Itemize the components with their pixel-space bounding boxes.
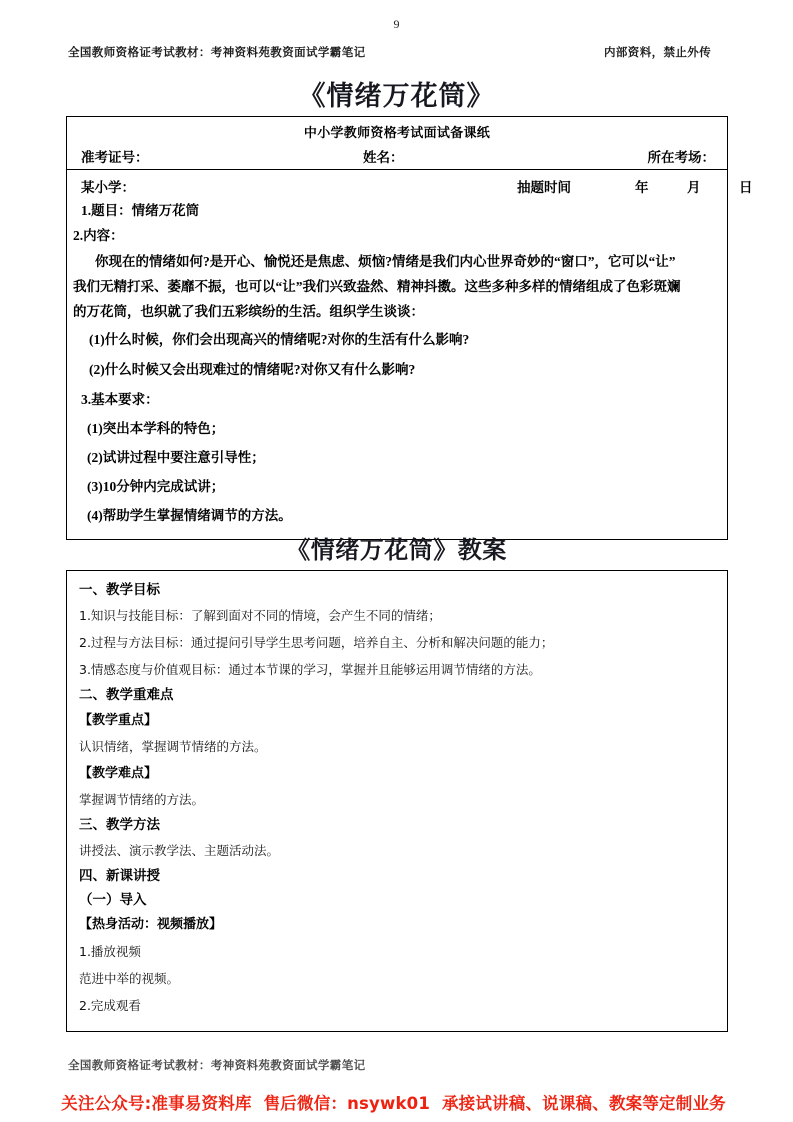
advertisement-banner bbox=[0, 1090, 793, 1114]
requirement-item-1: (1)突出本学科的特色； bbox=[87, 421, 225, 436]
draw-time-month: 月 bbox=[687, 180, 701, 195]
exam-room-label: 所在考场： bbox=[647, 150, 715, 165]
key-point-label: 【教学重点】 bbox=[79, 712, 158, 727]
prep-sheet-field-row bbox=[67, 144, 727, 170]
prep-sheet-body bbox=[67, 170, 753, 539]
step-play-video-detail: 范进中举的视频。 bbox=[79, 971, 180, 986]
requirement-item-4: (4)帮助学生掌握情绪调节的方法。 bbox=[87, 508, 292, 523]
key-point-text: 认识情绪，掌握调节情绪的方法。 bbox=[79, 739, 267, 754]
draw-time-year: 年 bbox=[635, 180, 649, 195]
step-play-video: 1.播放视频 bbox=[79, 944, 141, 959]
content-paragraph bbox=[67, 248, 727, 325]
school-label: 某小学： bbox=[81, 180, 135, 195]
content-paragraph-line-3: 的万花筒，也织就了我们五彩缤纷的生活。组织学生谈谈： bbox=[73, 304, 424, 319]
ad-segment-public-account: 关注公众号:准事易资料库 bbox=[61, 1094, 252, 1113]
content-paragraph-line-2: 我们无精打采、萎靡不振，也可以“让”我们兴致盎然、精神抖擞。这些多种多样的情绪组成了色彩斑斓 bbox=[73, 279, 681, 294]
difficult-point-label: 【教学难点】 bbox=[79, 765, 158, 780]
requirement-item-2: (2)试讲过程中要注意引导性； bbox=[87, 450, 265, 465]
objective-item-1: 1.知识与技能目标：了解到面对不同的情境，会产生不同的情绪； bbox=[79, 608, 441, 623]
header-left-text: 全国教师资格证考试教材：考神资料苑教资面试学霸笔记 bbox=[68, 47, 366, 59]
content-label: 2.内容： bbox=[73, 228, 124, 243]
lesson-plan-title: 《情绪万花筒》教案 bbox=[286, 538, 507, 564]
subsection-introduction: （一）导入 bbox=[79, 892, 147, 907]
topic-line: 1.题目：情绪万花筒 bbox=[81, 203, 200, 218]
candidate-name-label: 姓名： bbox=[363, 150, 404, 165]
section-heading-objectives: 一、教学目标 bbox=[79, 582, 160, 597]
objective-item-2: 2.过程与方法目标：通过提问引导学生思考问题，培养自主、分析和解决问题的能力； bbox=[79, 635, 554, 650]
prep-sheet-heading: 中小学教师资格考试面试备课纸 bbox=[303, 125, 491, 140]
section-heading-key-difficult: 二、教学重难点 bbox=[79, 687, 174, 702]
step-finish-watching: 2.完成观看 bbox=[79, 998, 141, 1013]
lesson-plan-table bbox=[66, 570, 728, 1032]
section-heading-methods: 三、教学方法 bbox=[79, 817, 160, 832]
warmup-activity-label: 【热身活动：视频播放】 bbox=[79, 917, 223, 932]
page-number: 9 bbox=[393, 17, 400, 31]
requirements-label: 3.基本要求： bbox=[81, 392, 159, 407]
objective-item-3: 3.情感态度与价值观目标：通过本节课的学习，掌握并且能够运用调节情绪的方法。 bbox=[79, 662, 541, 677]
prep-sheet-table bbox=[66, 116, 753, 540]
running-header bbox=[0, 44, 793, 62]
header-right-text: 内部资料，禁止外传 bbox=[604, 47, 712, 59]
section-heading-new-lesson: 四、新课讲授 bbox=[79, 868, 160, 883]
draw-time-label: 抽题时间 bbox=[517, 180, 571, 195]
school-and-time-row bbox=[67, 176, 753, 198]
page-title: 《情绪万花筒》 bbox=[298, 81, 495, 111]
discussion-question-1: (1)什么时候，你们会出现高兴的情绪呢?对你的生活有什么影响? bbox=[89, 332, 470, 347]
admission-number-label: 准考证号： bbox=[81, 150, 149, 165]
content-paragraph-line-1: 你现在的情绪如何?是开心、愉悦还是焦虑、烦恼?情绪是我们内心世界奇妙的“窗口”，它可以“让” bbox=[95, 254, 676, 269]
ad-segment-services: 承接试讲稿、说课稿、教案等定制业务 bbox=[441, 1094, 726, 1113]
methods-text: 讲授法、演示教学法、主题活动法。 bbox=[79, 843, 280, 858]
draw-time-day: 日 bbox=[739, 180, 753, 195]
discussion-question-2: (2)什么时候又会出现难过的情绪呢?对你又有什么影响? bbox=[89, 362, 416, 377]
difficult-point-text: 掌握调节情绪的方法。 bbox=[79, 792, 205, 807]
footer-note: 全国教师资格证考试教材：考神资料苑教资面试学霸笔记 bbox=[68, 1060, 366, 1072]
requirement-item-3: (3)10分钟内完成试讲； bbox=[87, 479, 225, 494]
ad-segment-wechat: 售后微信：nsywk01 bbox=[263, 1094, 430, 1113]
